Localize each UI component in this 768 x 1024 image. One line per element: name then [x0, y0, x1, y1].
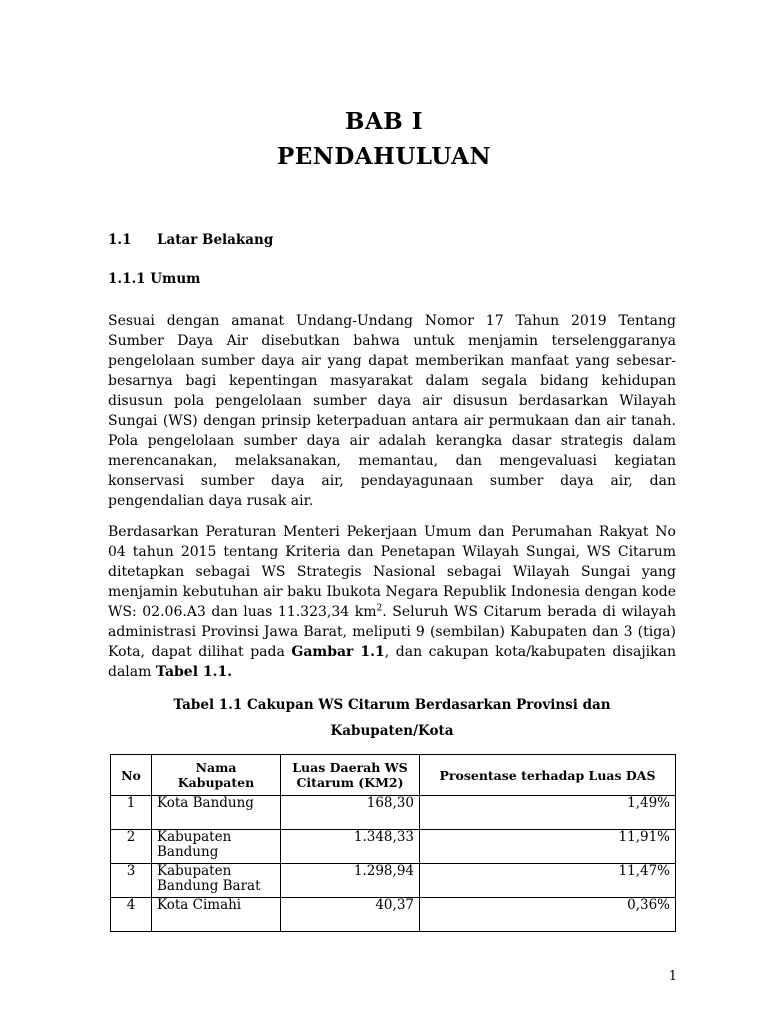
table-row — [111, 864, 676, 898]
cell-name: Kota Bandung — [152, 796, 281, 830]
cell-name: Kota Cimahi — [152, 898, 281, 932]
cell-no: 2 — [111, 830, 152, 864]
table-row — [111, 796, 676, 830]
cell-luas: 1.348,33 — [281, 830, 420, 864]
cell-luas: 40,37 — [281, 898, 420, 932]
superscript-2: 2 — [376, 603, 383, 614]
figure-reference: Gambar 1.1 — [291, 644, 385, 660]
subsection-heading: 1.1.1 Umum — [108, 271, 201, 287]
cell-luas: 168,30 — [281, 796, 420, 830]
paragraph-2-text-c: , dan cakupan kota/kabupaten disajikan dalam — [108, 644, 677, 680]
cell-name: Kabupaten Bandung — [152, 830, 281, 864]
header-no: No — [111, 755, 152, 796]
chapter-title: PENDAHULUAN — [276, 143, 492, 170]
cell-pct: 11,91% — [420, 830, 676, 864]
section-number: 1.1 — [108, 232, 132, 248]
paragraph-2-text-a: Berdasarkan Peraturan Menteri Pekerjaan Umum dan Perumahan Rakyat No 04 tahun 2015 tentang Kriteria dan Penetapan Wilayah Sungai, WS Citarum ditetapkan sebagai WS Strategis Nasional sebagai Wilayah Sungai yang menjamin kebutuhan air baku Ibukota Negara Republik Indonesia dengan kode WS: 02.06.A3 dan luas 11.323,34 km — [108, 524, 676, 620]
header-name: Nama Kabupaten — [152, 755, 281, 796]
table-caption-line-1: Tabel 1.1 Cakupan WS Citarum Berdasarkan Provinsi dan — [173, 697, 611, 713]
table-row — [111, 830, 676, 864]
cell-name: Kabupaten Bandung Barat — [152, 864, 281, 898]
paragraph-2 — [108, 522, 676, 682]
table-row — [111, 898, 676, 932]
cell-no: 4 — [111, 898, 152, 932]
cell-luas: 1.298,94 — [281, 864, 420, 898]
cell-no: 3 — [111, 864, 152, 898]
paragraph-1: Sesuai dengan amanat Undang-Undang Nomor 17 Tahun 2019 Tentang Sumber Daya Air disebutkan bahwa untuk menjamin terselenggaranya pengelolaan sumber daya air yang dapat memberikan manfaat yang sebesar-besarnya bagi kepentingan masyarakat dalam segala bidang kehidupan disusun pola pengelolaan sumber daya air disusun berdasarkan Wilayah Sungai (WS) dengan prinsip keterpaduan antara air permukaan dan air tanah. Pola pengelolaan sumber daya air adalah kerangka dasar strategis dalam merencanakan, melaksanakan, memantau, dan mengevaluasi kegiatan konservasi sumber daya air, pendayagunaan sumber daya air, dan pengendalian daya rusak air. — [108, 313, 676, 509]
cell-pct: 0,36% — [420, 898, 676, 932]
header-luas: Luas Daerah WS Citarum (KM2) — [281, 755, 420, 796]
paragraph-2-text-b: . Seluruh WS Citarum berada di wilayah administrasi Provinsi Jawa Barat, meliputi 9 (sembilan) Kabupaten dan 3 (tiga) Kota, dapat dilihat pada — [108, 604, 676, 660]
cell-pct: 1,49% — [420, 796, 676, 830]
page-number: 1 — [668, 969, 677, 984]
cell-pct: 11,47% — [420, 864, 676, 898]
section-title: Latar Belakang — [157, 232, 274, 248]
coverage-table — [110, 754, 676, 932]
table-header-row — [111, 755, 676, 796]
table-reference: Tabel 1.1. — [155, 664, 233, 680]
chapter-label: BAB I — [345, 108, 423, 135]
table-caption-line-2: Kabupaten/Kota — [330, 723, 454, 739]
section-heading — [108, 232, 273, 248]
cell-no: 1 — [111, 796, 152, 830]
header-pct: Prosentase terhadap Luas DAS — [420, 755, 676, 796]
